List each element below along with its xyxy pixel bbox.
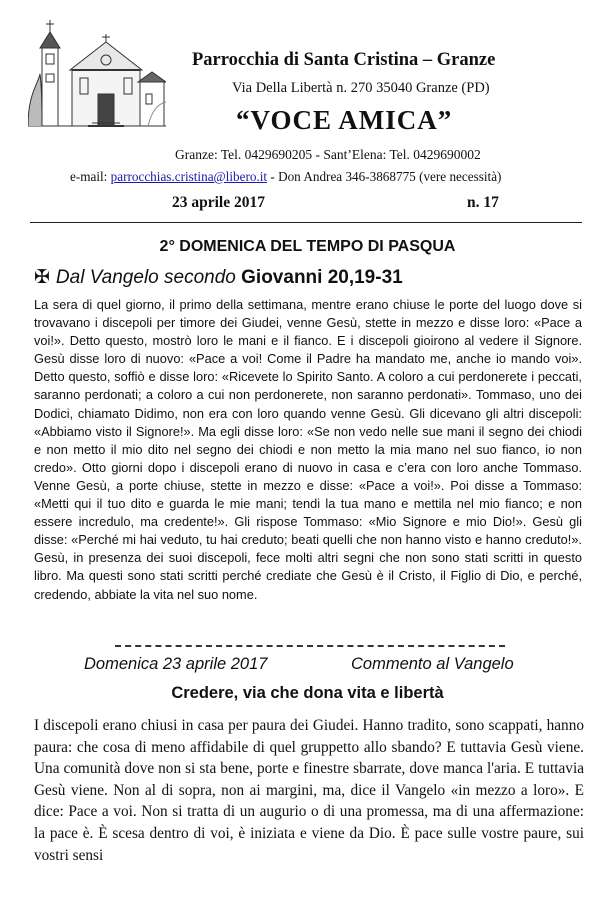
phone-numbers: Granze: Tel. 0429690205 - Sant’Elena: Tel. 0429690002: [175, 147, 481, 162]
bulletin-name: “VOCE AMICA”: [236, 105, 453, 135]
parish-name: Parrocchia di Santa Cristina – Granze: [192, 50, 496, 70]
parish-address: Via Della Libertà n. 270 35040 Granze (PD): [232, 80, 490, 96]
gospel-text: La sera di quel giorno, il primo della settimana, mentre erano chiuse le porte del luogo dove si trovavano i discepoli per timore dei Giudei, venne Gesù, stette in mezzo e disse loro: «Pace a voi!». Detto questo, mostrò loro le mani e il fianco. E i discepoli gioirono al vedere il Signore. Gesù disse loro di nuovo: «Pace a voi! Come il Padre ha mandato me, anche io mando voi». Detto questo, soffiò e disse loro: «Ricevete lo Spirito Santo. A coloro a cui perdonerete i peccati, saranno perdonati; a coloro a cui non perdonerete, non saranno perdonati». Tommaso, uno dei Dodici, chiamato Didimo, non era con loro quando venne Gesù. Gli dicevano gli altri discepoli: «Abbiamo visto il Signore!». Ma egli disse loro: «Se non vedo nelle sue mani il segno dei chiodi e non metto il mio dito nel segno dei chiodi e non metto la mia mano nel suo fianco, io non credo». Otto giorni dopo i discepoli erano di nuovo in casa e c’era con loro anche Tommaso. Venne Gesù, a porte chiuse, stette in mezzo e disse: «Pace a voi!». Poi disse a Tommaso: «Metti qui il tuo dito e guarda le mie mani; tendi la tua mano e mettila nel mio fianco; e non essere incredulo, ma credente!». Gli rispose Tommaso: «Mio Signore e mio Dio!». Gesù gli disse: «Perché mi hai veduto, tu hai creduto; beati quelli che non hanno visto e hanno creduto!». Gesù, in presenza dei suoi discepoli, fece molti altri segni che non sono stati scritti in questo libro. Ma questi sono stati scritti perché crediate che Gesù è il Cristo, il Figlio di Dio, e perché, credendo, abbiate la vita nel suo nome.: [34, 297, 582, 602]
email-prefix: e-mail:: [70, 169, 111, 184]
section-divider: [115, 645, 505, 647]
commentary-date: Domenica 23 aprile 2017: [84, 655, 268, 673]
church-illustration: [28, 14, 166, 134]
priest-contact: - Don Andrea 346-3868775 (vere necessità): [267, 169, 502, 184]
sunday-title: 2° DOMENICA DEL TEMPO DI PASQUA: [159, 238, 456, 255]
gospel-reference: Giovanni 20,19-31: [241, 267, 403, 288]
gospel-heading: [34, 266, 403, 289]
commentary-label: Commento al Vangelo: [351, 655, 514, 673]
issue-number: n. 17: [467, 194, 499, 211]
commentary-title: Credere, via che dona vita e libertà: [171, 684, 444, 702]
cross-icon: ✠: [34, 267, 50, 288]
header-divider: [30, 222, 582, 223]
contact-line: [70, 169, 501, 185]
issue-date: 23 aprile 2017: [172, 194, 265, 211]
commentary-text: I discepoli erano chiusi in casa per paura dei Giudei. Hanno tradito, sono scappati, hanno paura: che cosa di meno affidabile di quel gruppetto allo sbando? E tuttavia Gesù viene. Una comunità dove non si sta bene, porte e finestre sbarrate, dove manca l'aria. E tuttavia Gesù viene. Non al di sopra, non ai margini, ma, dice il Vangelo «in mezzo a loro». E dice: Pace a voi. Non si tratta di un augurio o di una promessa, ma di una affermazione: la pace è. È scesa dentro di voi, è iniziata e viene da Dio. È pace sulle vostre paure, sui vostri sensi: [34, 717, 584, 864]
email-link[interactable]: parrocchias.cristina@libero.it: [110, 169, 268, 184]
gospel-heading-intro: Dal Vangelo secondo: [55, 267, 242, 288]
